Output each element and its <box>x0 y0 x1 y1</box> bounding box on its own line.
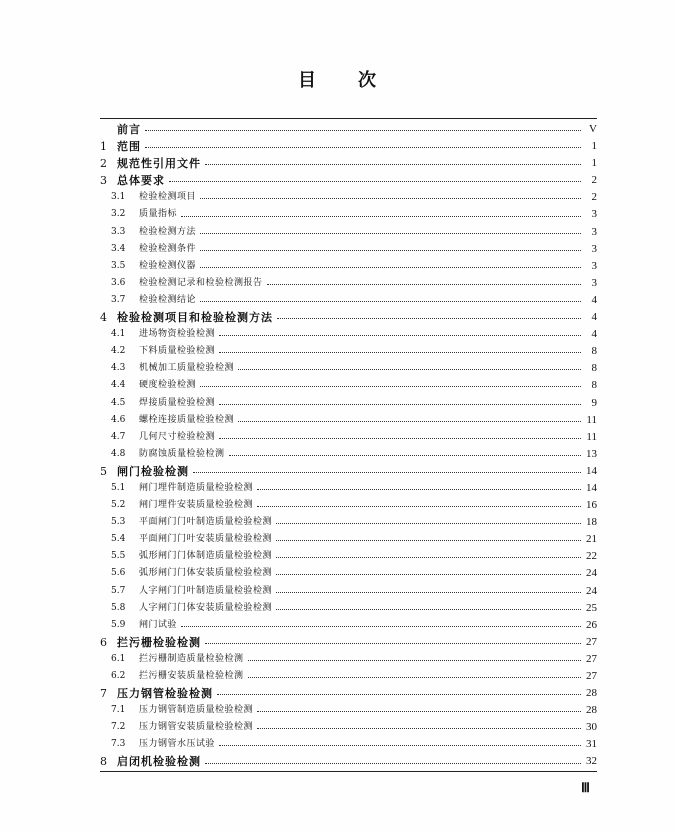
toc-entry-page: 16 <box>586 499 597 512</box>
toc-entry-page: 28 <box>586 687 597 700</box>
toc-entry-page: 3 <box>591 259 597 272</box>
dot-leader <box>200 198 581 199</box>
toc-entry[interactable] <box>100 497 597 514</box>
dot-leader <box>219 352 581 353</box>
toc-entry[interactable] <box>100 155 597 172</box>
toc-entry-number: 5.1 <box>111 482 126 493</box>
toc-entry-number: 8 <box>100 755 107 769</box>
toc-entry-page: 22 <box>586 550 597 563</box>
toc-entry-title: 检验检测记录和检验检测报告 <box>139 277 263 288</box>
toc-entry-number: 1 <box>100 140 107 154</box>
toc-entry[interactable] <box>100 360 597 377</box>
toc-entry-title: 螺栓连接质量检验检测 <box>139 414 235 425</box>
toc-entry-title: 检验检测仪器 <box>139 260 197 271</box>
toc-entry-number: 2 <box>100 157 107 171</box>
toc-entry-page: 14 <box>586 464 597 477</box>
toc-entry-title: 焊接质量检验检测 <box>139 397 216 408</box>
top-rule <box>100 118 597 119</box>
toc-entry-page: 28 <box>586 704 597 717</box>
toc-entry-number: 3.1 <box>111 192 126 203</box>
toc-entry-title: 机械加工质量检验检测 <box>139 363 235 374</box>
toc-entry-number: 5.4 <box>111 534 126 545</box>
toc-entry[interactable] <box>100 241 597 258</box>
toc-entry-number: 6.2 <box>111 671 126 681</box>
page-number: Ⅲ <box>581 780 589 795</box>
toc-entry-title: 检验检测条件 <box>139 243 197 254</box>
toc-entry-title: 弧形闸门门体制造质量检验检测 <box>139 551 273 562</box>
toc-entry[interactable] <box>100 617 597 634</box>
toc-entry[interactable] <box>100 292 597 309</box>
dot-leader <box>276 609 581 610</box>
toc-entry[interactable] <box>100 583 597 600</box>
toc-entry[interactable] <box>100 343 597 360</box>
table-of-contents <box>100 121 597 771</box>
dot-leader <box>169 181 581 182</box>
toc-entry-page: 24 <box>586 567 597 580</box>
toc-entry-number: 5.6 <box>111 568 126 579</box>
toc-entry-number: 4.7 <box>111 431 126 442</box>
toc-entry[interactable] <box>100 651 597 668</box>
toc-entry-number: 3.2 <box>111 209 126 220</box>
toc-entry-title: 闸门试验 <box>139 619 178 630</box>
dot-leader <box>181 626 581 627</box>
toc-entry-title: 防腐蚀质量检验检测 <box>139 448 225 459</box>
toc-entry[interactable] <box>100 565 597 582</box>
toc-entry-page: 9 <box>591 396 597 409</box>
toc-entry-title: 范围 <box>117 140 141 154</box>
toc-entry-number: 4.8 <box>111 448 126 459</box>
toc-entry-number: 7.1 <box>111 705 126 716</box>
toc-entry-number: 3.4 <box>111 243 126 254</box>
toc-entry[interactable] <box>100 395 597 412</box>
toc-entry-page: 21 <box>586 533 597 546</box>
toc-entry-number: 6 <box>100 635 107 649</box>
toc-entry-number: 4.2 <box>111 346 126 357</box>
dot-leader <box>257 728 581 729</box>
toc-entry-title: 总体要求 <box>117 174 165 188</box>
toc-entry-number: 7 <box>100 687 107 701</box>
toc-entry-page: 32 <box>586 755 597 768</box>
toc-entry-number: 3.5 <box>111 260 126 271</box>
dot-leader <box>277 318 581 319</box>
toc-entry[interactable] <box>100 736 597 753</box>
dot-leader <box>200 233 581 234</box>
bottom-rule <box>100 771 597 772</box>
toc-entry-page: 3 <box>591 276 597 289</box>
toc-entry-number: 3 <box>100 174 107 188</box>
toc-entry-page: 8 <box>591 379 597 392</box>
toc-entry-page: 4 <box>591 328 597 341</box>
toc-entry[interactable] <box>100 446 597 463</box>
toc-entry-page: 11 <box>586 413 597 426</box>
dot-leader <box>257 489 581 490</box>
toc-entry-title: 平面闸门门叶安装质量检验检测 <box>139 534 273 545</box>
toc-entry-page: 27 <box>586 635 597 648</box>
toc-entry[interactable] <box>100 702 597 719</box>
toc-entry[interactable] <box>100 600 597 617</box>
dot-leader <box>238 369 581 370</box>
toc-entry-page: 4 <box>591 293 597 306</box>
toc-entry-number: 5.3 <box>111 517 126 528</box>
toc-entry-title: 拦污栅检验检测 <box>117 635 201 649</box>
toc-entry[interactable] <box>100 275 597 292</box>
toc-entry-title: 压力钢管制造质量检验检测 <box>139 705 254 716</box>
toc-entry-page: 8 <box>591 362 597 375</box>
toc-entry-page: 27 <box>586 652 597 665</box>
toc-entry-number: 6.1 <box>111 653 126 664</box>
toc-entry-page: 1 <box>591 157 597 170</box>
dot-leader <box>257 506 581 507</box>
toc-entry[interactable] <box>100 138 597 155</box>
toc-entry[interactable] <box>100 206 597 223</box>
dot-leader <box>219 438 581 439</box>
dot-leader <box>276 592 581 593</box>
toc-entry[interactable] <box>100 224 597 241</box>
toc-entry-title: 质量指标 <box>139 209 178 220</box>
dot-leader <box>267 284 581 285</box>
toc-entry[interactable] <box>100 189 597 206</box>
dot-leader <box>200 250 581 251</box>
toc-entry-page: 2 <box>591 191 597 204</box>
dot-leader <box>219 745 581 746</box>
toc-entry[interactable] <box>100 121 597 138</box>
dot-leader <box>145 147 581 148</box>
toc-entry-number: 7.2 <box>111 722 126 733</box>
toc-entry[interactable] <box>100 309 597 326</box>
dot-leader <box>257 711 581 712</box>
title-char-1: 目 <box>298 70 316 91</box>
dot-leader <box>181 216 581 217</box>
dot-leader <box>217 694 581 695</box>
dot-leader <box>276 574 581 575</box>
toc-entry-page: 2 <box>591 174 597 187</box>
toc-entry-number: 5.7 <box>111 585 126 596</box>
toc-entry-title: 人字闸门门体安装质量检验检测 <box>139 602 273 613</box>
toc-entry-page: 3 <box>591 208 597 221</box>
toc-entry-title: 闸门埋件制造质量检验检测 <box>139 482 254 493</box>
toc-entry-page: 26 <box>586 618 597 631</box>
toc-entry[interactable] <box>100 480 597 497</box>
toc-entry-page: 27 <box>586 670 597 682</box>
toc-entry-number: 4.1 <box>111 329 126 340</box>
toc-entry-title: 压力钢管检验检测 <box>117 687 213 701</box>
toc-entry-title: 几何尺寸检验检测 <box>139 431 216 442</box>
toc-entry[interactable] <box>100 326 597 343</box>
toc-entry-title: 进场物资检验检测 <box>139 329 216 340</box>
dot-leader <box>219 335 581 336</box>
toc-entry[interactable] <box>100 548 597 565</box>
toc-entry-number: 4.3 <box>111 363 126 374</box>
toc-entry-title: 闸门检验检测 <box>117 464 189 478</box>
toc-entry-title: 平面闸门门叶制造质量检验检测 <box>139 517 273 528</box>
toc-entry-number: 4.4 <box>111 380 126 391</box>
dot-leader <box>205 643 581 644</box>
toc-entry[interactable] <box>100 463 597 480</box>
dot-leader <box>200 386 581 387</box>
page-title <box>0 66 674 92</box>
toc-entry[interactable] <box>100 668 597 685</box>
toc-entry[interactable] <box>100 753 597 770</box>
toc-entry-title: 下料质量检验检测 <box>139 346 216 357</box>
toc-entry-title: 压力钢管水压试验 <box>139 739 216 750</box>
dot-leader <box>219 404 581 405</box>
toc-entry[interactable] <box>100 531 597 548</box>
toc-entry-title: 拦污栅安装质量检验检测 <box>139 671 244 681</box>
toc-entry-page: 31 <box>586 738 597 751</box>
dot-leader <box>193 472 581 473</box>
toc-entry-page: 3 <box>591 225 597 238</box>
dot-leader <box>238 421 581 422</box>
dot-leader <box>229 455 581 456</box>
toc-entry-number: 3.6 <box>111 277 126 288</box>
dot-leader <box>205 763 581 764</box>
toc-entry[interactable] <box>100 719 597 736</box>
toc-entry-page: 11 <box>586 430 597 443</box>
toc-entry-title: 闸门埋件安装质量检验检测 <box>139 500 254 511</box>
toc-entry-title: 弧形闸门门体安装质量检验检测 <box>139 568 273 579</box>
dot-leader <box>205 164 581 165</box>
toc-entry-title: 规范性引用文件 <box>117 157 201 171</box>
toc-entry-title: 前言 <box>117 123 141 136</box>
toc-entry-page: 18 <box>586 516 597 529</box>
toc-entry[interactable] <box>100 634 597 651</box>
toc-entry-title: 硬度检验检测 <box>139 380 197 391</box>
toc-entry-title: 检验检测结论 <box>139 294 197 305</box>
toc-entry-page: 3 <box>591 242 597 255</box>
toc-entry[interactable] <box>100 514 597 531</box>
toc-entry-title: 检验检测项目 <box>139 192 197 203</box>
toc-entry[interactable] <box>100 685 597 702</box>
toc-entry-title: 检验检测方法 <box>139 226 197 237</box>
toc-entry-page: 25 <box>586 601 597 614</box>
toc-entry-title: 人字闸门门叶制造质量检验检测 <box>139 585 273 596</box>
dot-leader <box>276 540 581 541</box>
toc-entry-number: 4 <box>100 311 107 325</box>
dot-leader <box>276 557 581 558</box>
toc-entry[interactable] <box>100 377 597 394</box>
toc-entry-page: 1 <box>591 140 597 153</box>
toc-entry-title: 拦污栅制造质量检验检测 <box>139 653 244 664</box>
toc-entry-number: 5.9 <box>111 619 126 630</box>
toc-entry-number: 5.5 <box>111 551 126 562</box>
toc-entry-title: 检验检测项目和检验检测方法 <box>117 311 273 325</box>
toc-entry-page: 30 <box>586 721 597 734</box>
toc-entry-number: 4.6 <box>111 414 126 425</box>
toc-entry-page: 14 <box>586 481 597 494</box>
title-char-2: 次 <box>358 70 376 91</box>
toc-entry-number: 3.7 <box>111 294 126 305</box>
toc-entry-number: 4.5 <box>111 397 126 408</box>
toc-entry-title: 压力钢管安装质量检验检测 <box>139 722 254 733</box>
toc-entry-page: V <box>589 123 597 135</box>
toc-entry-number: 3.3 <box>111 226 126 237</box>
dot-leader <box>200 267 581 268</box>
dot-leader <box>248 660 581 661</box>
dot-leader <box>276 523 581 524</box>
dot-leader <box>248 677 581 678</box>
dot-leader <box>145 130 581 131</box>
toc-entry-number: 5 <box>100 464 107 478</box>
dot-leader <box>200 301 581 302</box>
toc-entry-number: 7.3 <box>111 739 126 750</box>
toc-entry-number: 5.2 <box>111 500 126 511</box>
toc-entry-title: 启闭机检验检测 <box>117 755 201 769</box>
toc-entry-page: 8 <box>591 345 597 358</box>
toc-entry[interactable] <box>100 429 597 446</box>
toc-entry-number: 5.8 <box>111 602 126 613</box>
toc-entry-page: 4 <box>591 311 597 324</box>
toc-entry[interactable] <box>100 412 597 429</box>
toc-entry[interactable] <box>100 258 597 275</box>
toc-entry-page: 24 <box>586 584 597 597</box>
toc-entry-page: 13 <box>586 447 597 460</box>
toc-entry[interactable] <box>100 172 597 189</box>
